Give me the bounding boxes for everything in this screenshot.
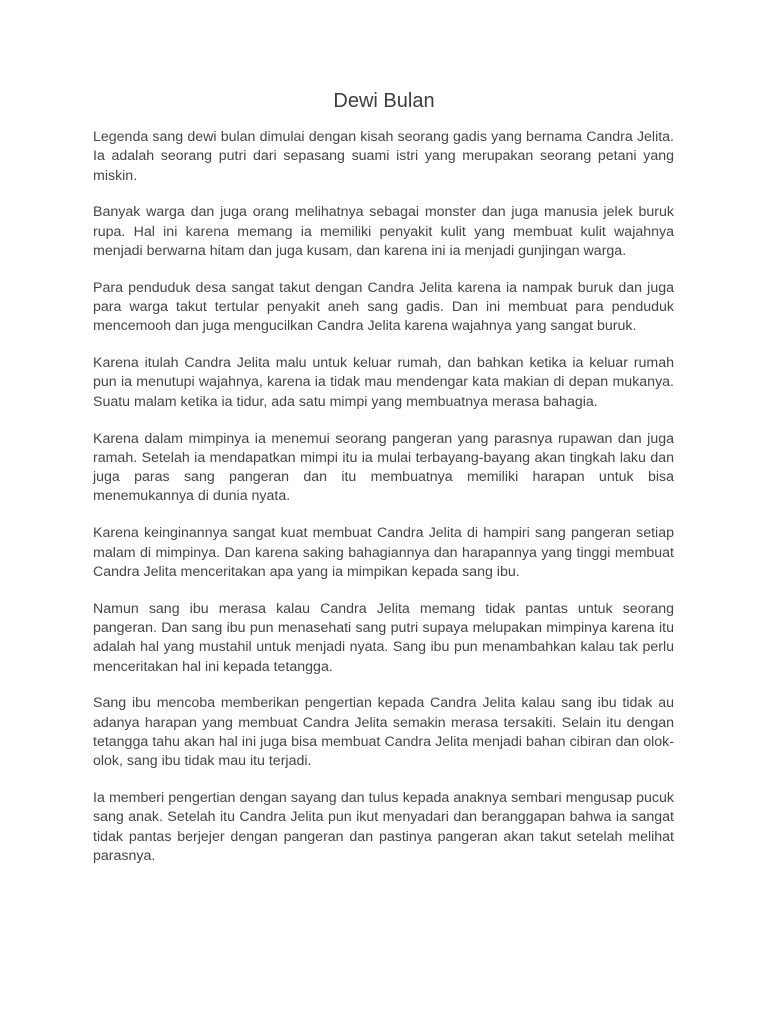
paragraph-9: Ia memberi pengertian dengan sayang dan tulus kepada anaknya sembari mengusap pucuk sang anak. Setelah itu Candra Jelita pun ikut menyadari dan beranggapan bahwa ia sangat tidak pantas berjejer dengan pangeran dan pastinya pangeran akan takut setelah melihat parasnya.: [93, 790, 674, 864]
paragraph-8: Sang ibu mencoba memberikan pengertian kepada Candra Jelita kalau sang ibu tidak au adanya harapan yang membuat Candra Jelita semakin merasa tersakiti. Selain itu dengan tetangga tahu akan hal ini juga bisa membuat Candra Jelita menjadi bahan cibiran dan olok-olok, sang ibu tidak mau itu terjadi.: [93, 695, 674, 770]
paragraph-2: Banyak warga dan juga orang melihatnya sebagai monster dan juga manusia jelek buruk rupa. Hal ini karena memang ia memiliki penyakit kulit yang membuat kulit wajahnya menjadi berwarna hitam dan juga kusam, dan karena ini ia menjadi gunjingan warga.: [93, 204, 674, 259]
document-body: [93, 128, 674, 884]
paragraph-3: Para penduduk desa sangat takut dengan Candra Jelita karena ia nampak buruk dan juga para warga takut tertular penyakit aneh sang gadis. Dan ini membuat para penduduk mencemooh dan juga mengucilkan Candra Jelita karena wajahnya yang sangat buruk.: [93, 279, 674, 335]
paragraph-7: Namun sang ibu merasa kalau Candra Jelita memang tidak pantas untuk seorang pangeran. Dan sang ibu pun menasehati sang putri supaya melupakan mimpinya karena itu adalah hal yang mustahil untuk menjadi nyata. Sang ibu pun menambahkan kalau tak perlu menceritakan hal ini kepada tetangga.: [93, 600, 674, 675]
paragraph-1: Legenda sang dewi bulan dimulai dengan kisah seorang gadis yang bernama Candra Jelita. Ia adalah seorang putri dari sepasang suami istri yang merupakan seorang petani yang miskin.: [93, 129, 674, 184]
paragraph-4: Karena itulah Candra Jelita malu untuk keluar rumah, dan bahkan ketika ia keluar rumah pun ia menutupi wajahnya, karena ia tidak mau mendengar kata makian di depan mukanya. Suatu malam ketika ia tidur, ada satu mimpi yang membuatnya merasa bahagia.: [93, 355, 674, 410]
paragraph-6: Karena keinginannya sangat kuat membuat Candra Jelita di hampiri sang pangeran setiap malam di mimpinya. Dan karena saking bahagiannya dan harapannya yang tinggi membuat Candra Jelita menceritakan apa yang ia mimpikan kepada sang ibu.: [93, 525, 674, 580]
document-title: Dewi Bulan: [333, 90, 435, 112]
paragraph-5: Karena dalam mimpinya ia menemui seorang pangeran yang parasnya rupawan dan juga ramah. Setelah ia mendapatkan mimpi itu ia mulai terbayang-bayang akan tingkah laku dan juga paras sang pangeran dan itu membuatnya memiliki harapan untuk bisa menemukannya di dunia nyata.: [93, 430, 674, 505]
